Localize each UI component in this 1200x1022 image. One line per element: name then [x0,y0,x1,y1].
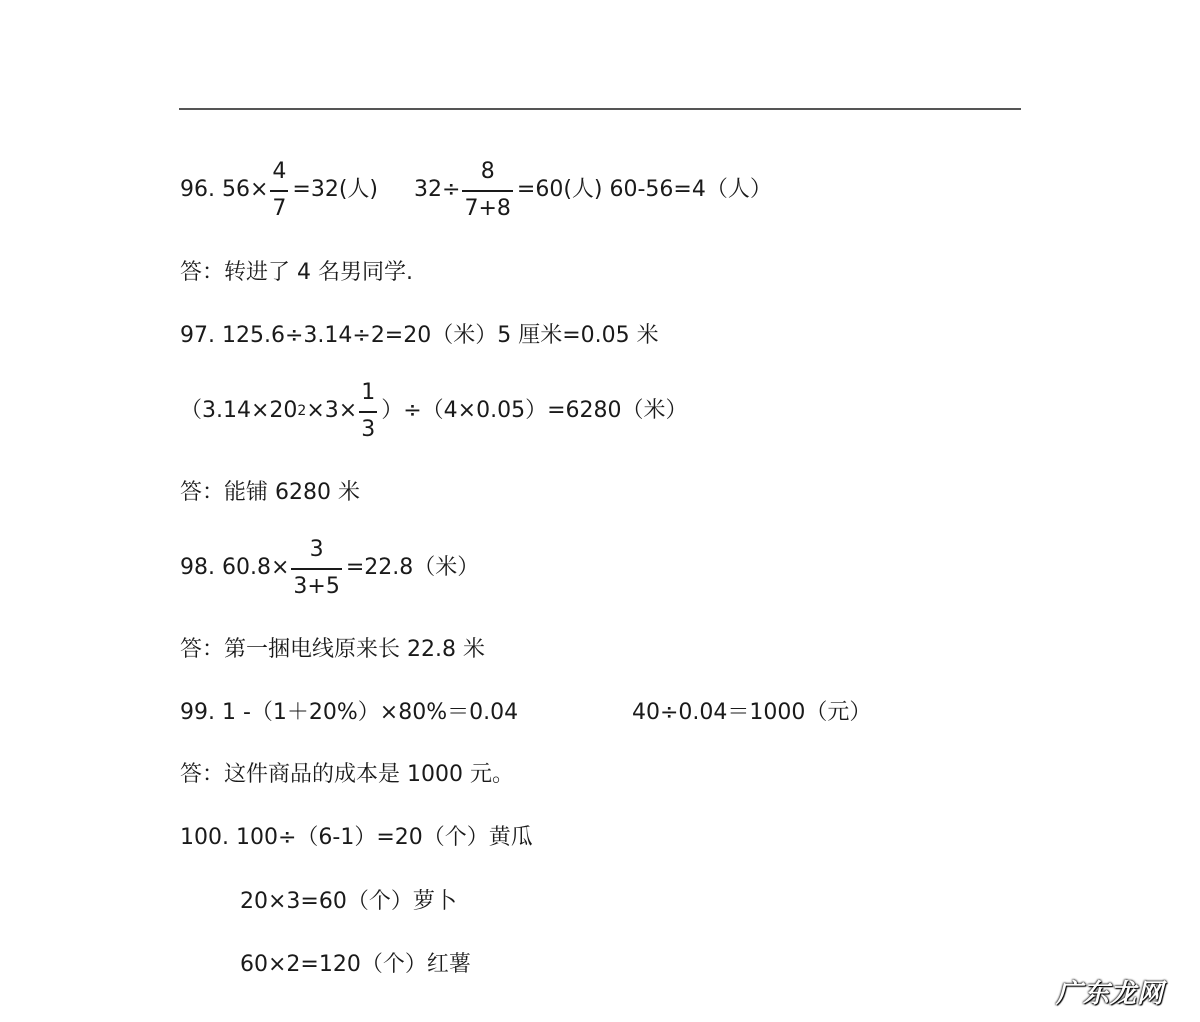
q99-expr-1: 99. 1 -（1＋20%）×80%＝0.04 [180,700,519,725]
q96-fraction-1-numerator: 4 [272,159,287,184]
q100-line-2: 20×3=60（个）萝卜 [240,889,457,914]
q98-fraction-denominator: 3+5 [293,573,340,599]
fraction-bar [462,190,512,192]
fraction-bar [359,411,377,413]
q97-expr-part-b: ×3× [306,398,358,424]
q96-expr1-result: =32(人) [292,177,379,203]
fraction-bar [291,568,341,570]
q96-fraction-1 [270,160,288,221]
q97-fraction [359,381,377,442]
fraction-bar [270,190,288,192]
q96-fraction-1-denominator: 7 [272,195,287,221]
q96-fraction-2-numerator: 8 [480,159,495,184]
q96-fraction-2-denominator: 7+8 [464,195,511,221]
q97-expr-part-c: ）÷（4×0.05）=6280（米） [381,398,688,424]
q98-expr-prefix: 98. 60.8× [180,555,290,581]
q99-expr-2: 40÷0.04＝1000（元） [632,700,872,725]
q96-answer: 答：转进了 4 名男同学. [180,260,413,285]
q96-expr2-result: =60(人) 60-56=4（人） [516,177,772,203]
q96-expr1-prefix: 96. 56× [180,177,269,203]
q100-line-3: 60×2=120（个）红薯 [240,952,471,977]
q96-fraction-2 [462,160,512,221]
q98-answer: 答：第一捆电线原来长 22.8 米 [180,637,485,662]
q97-expr-part-a: （3.14×20 [180,398,298,424]
q98-line [180,538,479,599]
q96-expr2-prefix: 32÷ [414,177,461,203]
q97-line-1: 97. 125.6÷3.14÷2=20（米）5 厘米=0.05 米 [180,323,659,348]
q97-line-2: （3.14×20 2 ×3× $\frac{1}{3}$ ）÷（4×0.05）=6280（米） [180,380,688,442]
q99-answer: 答：这件商品的成本是 1000 元。 [180,762,514,787]
q97-fraction-denominator: 3 [361,416,376,442]
q98-expr-result: =22.8（米） [345,555,480,581]
q96-line [180,160,772,221]
q98-fraction [291,538,341,599]
header-rule [179,108,1021,110]
q98-fraction-numerator: 3 [309,537,324,562]
q97-fraction-numerator: 1 [361,380,376,405]
q97-answer: 答：能铺 6280 米 [180,480,360,505]
q100-line-1: 100. 100÷（6-1）=20（个）黄瓜 [180,825,533,850]
site-watermark: 广东龙网 [1055,979,1164,1009]
